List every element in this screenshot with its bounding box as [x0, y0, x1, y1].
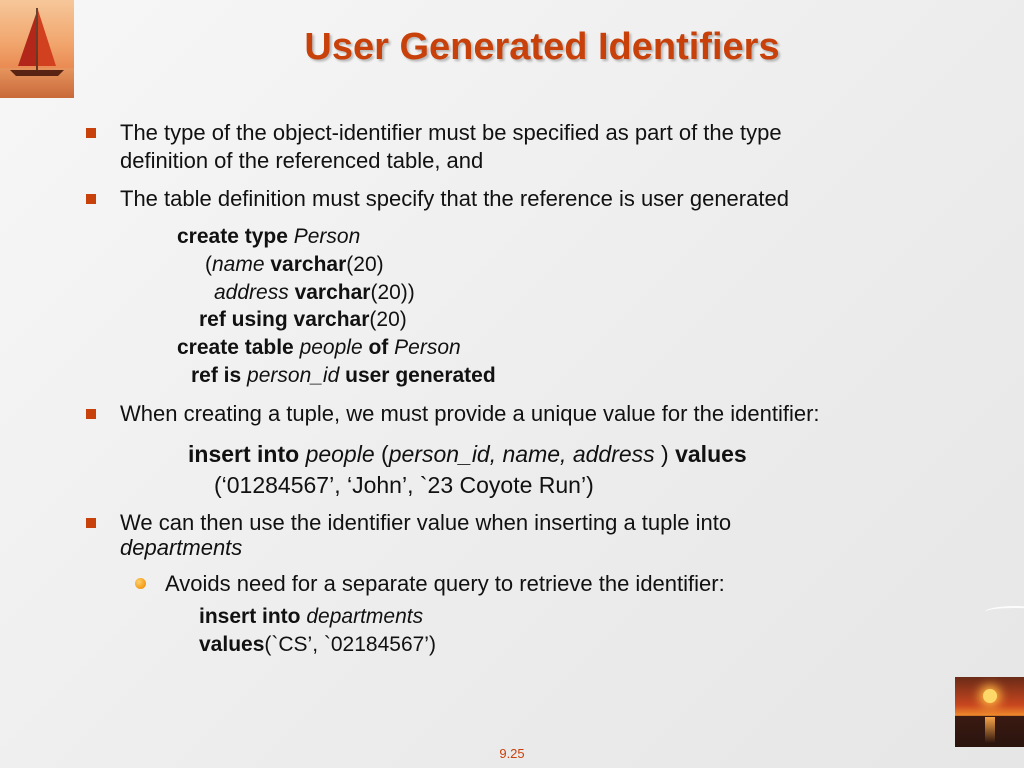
bullet-1-line-2: definition of the referenced table, and: [120, 148, 484, 173]
code-line-people-values: (‘01284567’, ‘John’, `23 Coyote Run’): [214, 472, 594, 498]
sub-bullet-dot-icon: [135, 578, 146, 589]
code-line-departments-values: values(`CS’, `02184567’): [199, 633, 436, 656]
code-line-ref-is: ref is person_id user generated: [191, 364, 496, 387]
bullet-square-icon: [86, 409, 96, 419]
slide-number: 9.25: [499, 746, 525, 761]
code-line-address-attr: address varchar(20)): [214, 281, 415, 304]
slide-title: User Generated Identifiers: [304, 26, 780, 68]
code-line-create-type: create type Person: [177, 225, 361, 248]
code-line-ref-using: ref using varchar(20): [199, 308, 407, 331]
bullet-4-line-1: We can then use the identifier value when inserting a tuple into: [120, 510, 732, 535]
sub-bullet-1: Avoids need for a separate query to retrieve the identifier:: [165, 571, 725, 596]
decorative-swoosh: [985, 606, 1024, 618]
bullet-1-line-1: The type of the object-identifier must be specified as part of the type: [120, 120, 782, 145]
bullet-4-line-2: departments: [120, 535, 243, 560]
bullet-square-icon: [86, 194, 96, 204]
code-line-name-attr: (name varchar(20): [205, 253, 384, 276]
bullet-2: The table definition must specify that the reference is user generated: [120, 186, 789, 211]
bullet-square-icon: [86, 518, 96, 528]
code-line-insert-people: insert into people (person_id, name, address ) values: [188, 441, 747, 467]
code-line-insert-departments: insert into departments: [199, 605, 424, 628]
sunset-image: [955, 677, 1024, 747]
code-line-create-table: create table people of Person: [177, 336, 461, 359]
bullet-square-icon: [86, 128, 96, 138]
bullet-3: When creating a tuple, we must provide a unique value for the identifier:: [120, 401, 820, 426]
